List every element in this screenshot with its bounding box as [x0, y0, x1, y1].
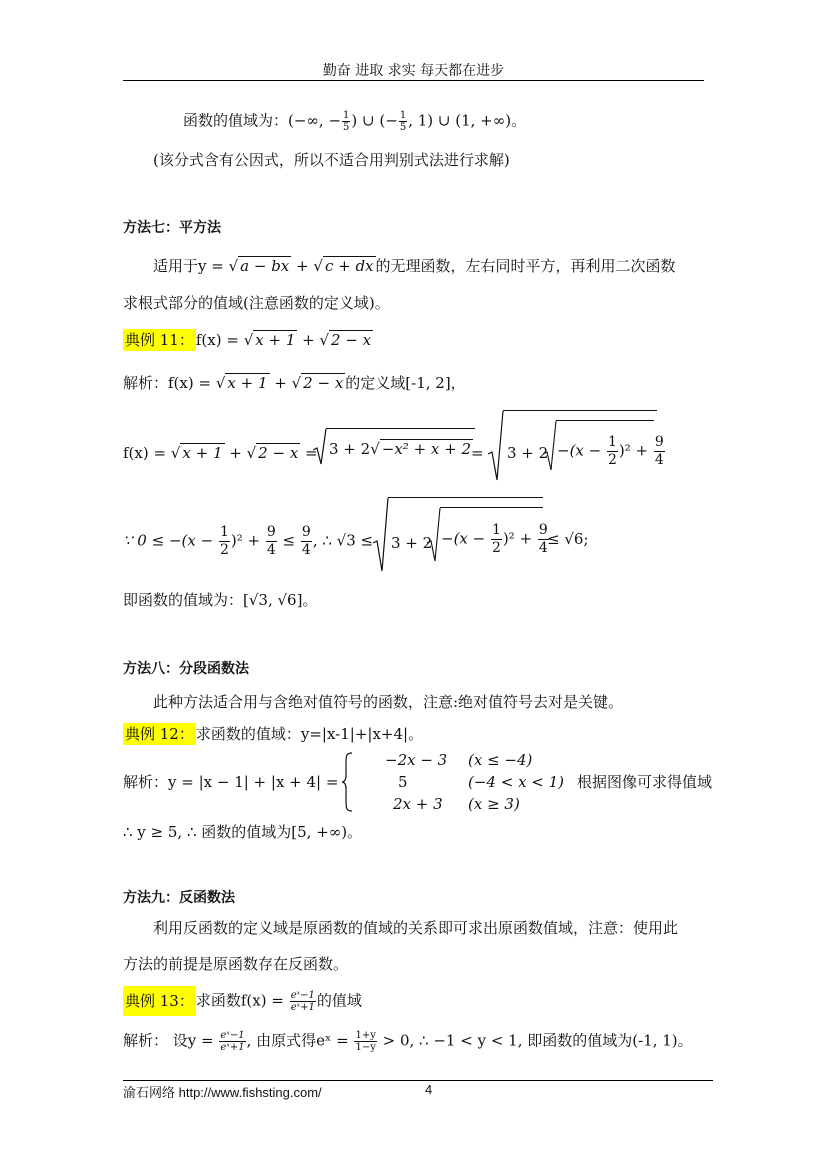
example13-line — [123, 990, 362, 1013]
frac-den: 2 — [607, 452, 617, 468]
sqrt-term: √ −x² + x + 2 — [370, 440, 472, 458]
eq-text-a: f(x) = — [123, 444, 171, 462]
example11-text-a: f(x) = — [195, 331, 244, 349]
radicand: 2 − x — [258, 444, 299, 462]
inner-overline — [440, 507, 543, 508]
example13-text-a: 求函数f(x) = — [195, 991, 289, 1010]
solution12-block — [123, 750, 743, 814]
fraction-nine-fourths — [266, 524, 277, 559]
frac-den: eˣ+1 — [290, 1002, 315, 1013]
ineq-text-a: ∵ 0 ≤ −(x − — [123, 531, 218, 550]
case2-expr: 5 — [398, 773, 408, 791]
eq-rad4-pre: 3 + 2 — [507, 444, 549, 462]
range-expr-a: (−∞, − — [288, 111, 342, 130]
frac-num: 9 — [266, 524, 276, 540]
radicand: −x² + x + 2 — [381, 440, 472, 458]
radicand: x + 1 — [227, 374, 268, 392]
method9-desc-line2: 方法的前提是原函数存在反函数。 — [123, 955, 349, 973]
inner-text-a: −(x − — [441, 529, 490, 548]
fraction-exp — [219, 1030, 245, 1053]
radicand: 2 − x — [303, 374, 344, 392]
fraction-nine-fourths-b — [301, 524, 312, 559]
fraction-half — [607, 434, 618, 469]
frac-den: 2 — [491, 540, 501, 556]
radicand: x + 1 — [182, 444, 223, 462]
frac-den: 4 — [301, 542, 311, 558]
example13-text-b: 的值域 — [316, 991, 362, 1010]
sqrt-term: √ x + 1 — [170, 444, 223, 462]
fraction-nine-fourths — [654, 434, 665, 469]
range-line — [183, 110, 526, 133]
example11-line — [123, 330, 373, 350]
frac-num: 1 — [491, 522, 501, 538]
equals2: = — [471, 444, 484, 462]
ineq-text-d: , ∴ √3 ≤ — [312, 531, 374, 550]
method7-result: 即函数的值域为：[√3, √6]。 — [123, 591, 318, 609]
example13-label: 典例 13： — [123, 986, 196, 1016]
radicand-block-large — [503, 410, 657, 411]
inner-text-a: −(x − — [557, 441, 606, 460]
solution11-line — [123, 373, 466, 393]
solution-text-b: 的定义域[-1, 2]， — [345, 374, 466, 392]
page-header-title: 勤奋 进取 求实 每天都在进步 — [322, 63, 505, 79]
inner-text-b: )² + — [618, 441, 653, 460]
solution13-line — [123, 1030, 693, 1053]
frac-num: 9 — [301, 524, 311, 540]
note-text: (该分式含有公因式，所以不适合用判别式法进行求解) — [153, 151, 510, 169]
eq-rad4-inner — [557, 434, 666, 469]
method9-heading: 方法九：反函数法 — [123, 890, 235, 906]
inner-text-b: )² + — [502, 529, 537, 548]
left-brace — [341, 752, 353, 812]
sqrt-term: √ x + 1 — [243, 331, 296, 349]
range-expr-b: ) ∪ (− — [351, 111, 398, 130]
ineq-text-c: ≤ — [277, 531, 300, 550]
desc-text-b: 的无理函数，左右同时平方，再利用二次函数 — [375, 257, 676, 275]
footer-rule — [123, 1080, 713, 1081]
solution13-text-c: > 0, ∴ −1 < y < 1, 即函数的值域为(-1, 1)。 — [377, 1031, 693, 1050]
range-prefix: 函数的值域为： — [183, 111, 289, 130]
example12-text: 求函数的值域：y=|x-1|+|x+4|。 — [195, 725, 424, 743]
case1-expr: −2x − 3 — [385, 751, 448, 769]
case3-cond: (x ≥ 3) — [468, 795, 520, 813]
ineq-text-b: )² + — [230, 531, 265, 550]
frac-den: 5 — [399, 122, 407, 133]
frac-den: 4 — [266, 542, 276, 558]
solution12-text-b: 根据图像可求得值域 — [577, 773, 713, 791]
footer-source: 渝石网络 http://www.fishsting.com/ — [123, 1085, 322, 1100]
plus: + — [224, 444, 247, 462]
frac-num: 9 — [654, 434, 664, 450]
frac-num: eˣ−1 — [290, 990, 315, 1001]
method8-result: ∴ y ≥ 5, ∴ 函数的值域为[5, +∞)。 — [123, 823, 363, 841]
footer-page-number: 4 — [425, 1082, 433, 1097]
radical-sign-large — [488, 410, 504, 482]
example12-label: 典例 12： — [125, 725, 194, 743]
case3-expr: 2x + 3 — [393, 795, 443, 813]
fraction-y — [354, 1030, 376, 1053]
header-rule — [123, 80, 704, 81]
sqrt-term: √ 2 − x — [291, 374, 344, 392]
frac-den: 5 — [343, 122, 350, 133]
sqrt-term: √ 2 − x — [246, 444, 299, 462]
fraction-one-fifth-b — [399, 110, 407, 133]
equals: = — [300, 444, 318, 462]
inequality-line — [123, 497, 683, 577]
frac-den: 4 — [538, 540, 548, 556]
frac-den: 4 — [654, 452, 664, 468]
frac-den: 2 — [219, 542, 229, 558]
method8-desc: 此种方法适合用与含绝对值符号的函数，注意:绝对值符号去对是关键。 — [153, 693, 624, 711]
plus: + — [297, 331, 320, 349]
frac-den: 1−y — [355, 1042, 376, 1053]
radicand: a − bx — [240, 257, 290, 275]
example12-line — [123, 724, 423, 744]
frac-num: 1+y — [355, 1030, 376, 1041]
ineq-rad-inner — [441, 522, 550, 557]
frac-num: eˣ−1 — [220, 1030, 245, 1041]
radical-sign-inner — [427, 507, 441, 563]
method7-desc-line1 — [153, 256, 676, 276]
fraction-exp — [290, 990, 316, 1013]
sqrt-term: √ c + dx — [313, 257, 374, 275]
method7-heading: 方法七：平方法 — [123, 220, 221, 236]
frac-num: 1 — [607, 434, 617, 450]
solution13-text-a: 解析： 设y = — [123, 1031, 219, 1050]
radical-sign-medium — [313, 428, 327, 466]
frac-den: eˣ+1 — [220, 1042, 245, 1053]
radicand-block-large — [388, 497, 543, 498]
example11-label: 典例 11： — [125, 331, 194, 349]
ineq-text-e: ≤ √6; — [547, 530, 589, 548]
frac-num: 1 — [219, 524, 229, 540]
method8-heading: 方法八：分段函数法 — [123, 661, 249, 677]
inner-overline — [556, 420, 654, 421]
radicand: 2 − x — [331, 331, 372, 349]
case2-cond: (−4 < x < 1) — [468, 773, 565, 791]
sqrt-term: √ 2 − x — [319, 331, 372, 349]
fraction-half — [491, 522, 502, 557]
solution13-text-b: , 由原式得eˣ = — [246, 1031, 354, 1050]
plus: + — [269, 374, 292, 392]
case1-cond: (x ≤ −4) — [468, 751, 533, 769]
radicand-block — [326, 428, 475, 459]
ineq-rad-pre: 3 + 2 — [391, 534, 433, 552]
eq-rad3-pre: 3 + 2 — [329, 440, 371, 458]
desc-text-a: 适用于y = — [153, 257, 229, 275]
solution12-text-a: 解析：y = |x − 1| + |x + 4| = — [123, 773, 339, 791]
radical-sign-inner — [543, 420, 557, 472]
radical-sign-large — [373, 497, 389, 573]
method7-desc-line2: 求根式部分的值域(注意函数的定义域)。 — [123, 294, 390, 312]
frac-num: 9 — [538, 522, 548, 538]
sqrt-term: √ a − bx — [228, 257, 290, 275]
radicand: c + dx — [324, 257, 374, 275]
frac-num: 1 — [343, 110, 350, 121]
frac-num: 1 — [399, 110, 407, 121]
plus: + — [291, 257, 314, 275]
sqrt-term: √ x + 1 — [215, 374, 268, 392]
radicand: x + 1 — [255, 331, 296, 349]
fraction-one-fifth — [342, 110, 350, 133]
fraction-half — [219, 524, 230, 559]
solution-text-a: 解析：f(x) = — [123, 374, 216, 392]
method9-desc-line1: 利用反函数的定义域是原函数的值域的关系即可求出原函数值域，注意：使用此 — [153, 919, 679, 937]
range-expr-c: , 1) ∪ (1, +∞)。 — [408, 111, 527, 130]
